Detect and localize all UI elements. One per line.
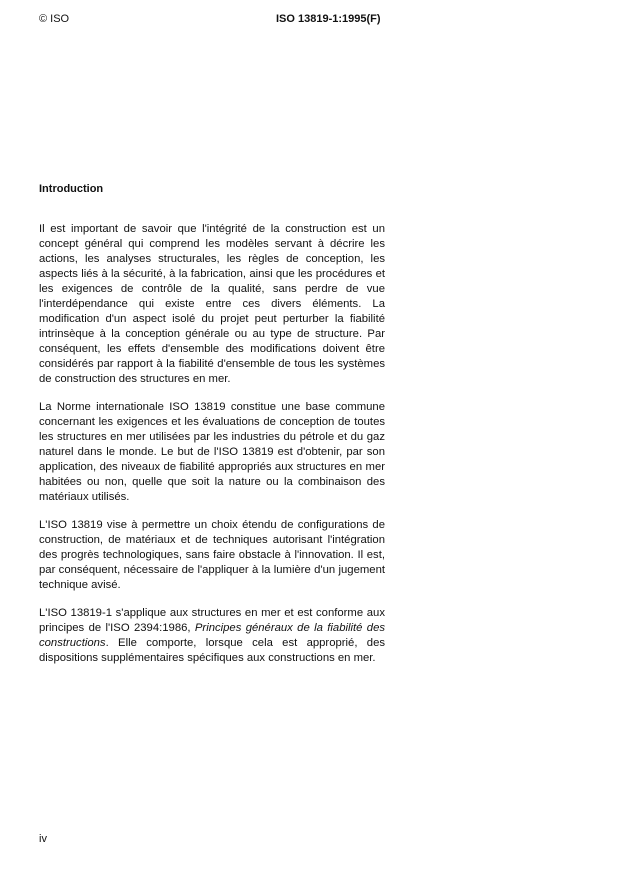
paragraph-4-text-start: L'ISO 13819-1 s'applique aux structures en mer et est conforme aux principes de l'ISO 2394:1986, — [39, 607, 385, 634]
referenced-standard-title: Principes généraux de la fiabilité des constructions — [39, 622, 386, 649]
paragraph-2: La Norme internationale ISO 13819 constitue une base commune concernant les exigences et les évaluations de conception de toutes les structures en mer utilisées par les industries du pétrole et du gaz naturel dans le monde. Le but de l'ISO 13819 est d'obtenir, par son application, des niveaux de fiabilité appropriés aux structures en mer habitées ou non, quelle que soit la nature ou la combinaison des matériaux utilisés. — [39, 401, 385, 503]
paragraph-1: Il est important de savoir que l'intégrité de la construction est un concept général qui comprend les modèles servant à décrire les actions, les analyses structurales, les règles de conception, les aspects liés à la sécurité, à la fabrication, ainsi que les procédures et les exigences de contrôle de la qualité, sans perdre de vue l'interdépendance qui existe entre ces divers éléments. La modification d'un aspect isolé du projet peut perturber la fiabilité intrinsèque à la conception générale ou au type de structure. Par conséquent, les effets d'ensemble des modifications doivent être considérés par rapport à la fiabilité d'ensemble de tous les systèmes de construction des structures en mer. — [39, 223, 385, 385]
section-title: Introduction — [39, 183, 104, 195]
page-number: iv — [39, 833, 47, 845]
standard-reference: ISO 13819-1:1995(F) — [276, 13, 381, 25]
paragraph-3: L'ISO 13819 vise à permettre un choix étendu de configurations de construction, de matériaux et de techniques autorisant l'intégration des progrès technologiques, sans faire obstacle à l'innovation. Il est, par conséquent, nécessaire de l'appliquer à la lumière d'un jugement technique avisé. — [39, 519, 385, 591]
paragraph-4-text-end: . Elle comporte, lorsque cela est approprié, des dispositions supplémentaires spécifiques aux constructions en mer. — [39, 637, 385, 664]
copyright-notice: © ISO — [39, 13, 70, 25]
body-text — [39, 222, 385, 679]
paragraph-4 — [39, 606, 385, 666]
